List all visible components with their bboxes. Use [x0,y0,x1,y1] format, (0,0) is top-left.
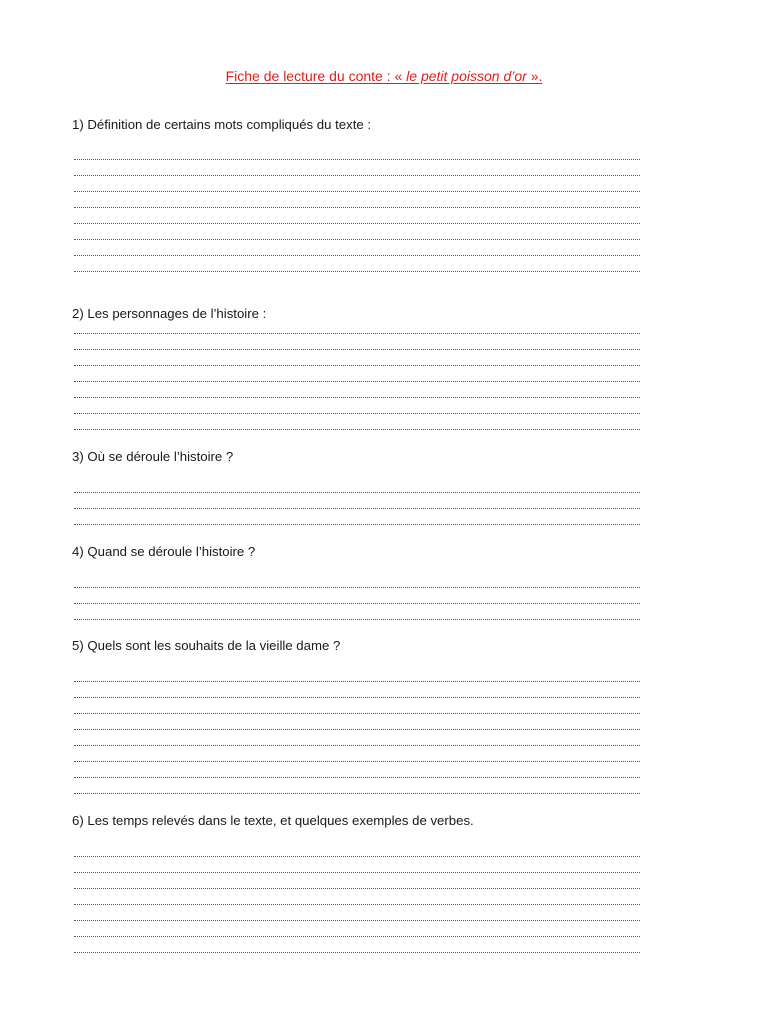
answer-line[interactable] [74,904,640,905]
answer-line[interactable] [74,793,640,794]
answer-line[interactable] [74,239,640,240]
answer-line[interactable] [74,729,640,730]
question-3-label: 3) Où se déroule l’histoire ? [72,449,234,464]
answer-line[interactable] [74,587,640,588]
answer-line[interactable] [74,872,640,873]
question-1-label: 1) Définition de certains mots compliqués du texte : [72,117,372,132]
answer-line[interactable] [74,207,640,208]
answer-line[interactable] [74,191,640,192]
answer-line[interactable] [74,745,640,746]
title-prefix: Fiche de lecture du conte : « [225,68,407,84]
answer-line[interactable] [74,681,640,682]
answer-line[interactable] [74,381,640,382]
answer-line[interactable] [74,952,640,953]
answer-line[interactable] [74,175,640,176]
answer-line[interactable] [74,271,640,272]
question-5-label: 5) Quels sont les souhaits de la vieille dame ? [72,638,341,653]
answer-line[interactable] [74,936,640,937]
answer-line[interactable] [74,761,640,762]
page-title [0,68,768,84]
answer-line[interactable] [74,920,640,921]
answer-line[interactable] [74,619,640,620]
title-story-name: le petit poisson d’or [406,68,527,84]
answer-line[interactable] [74,333,640,334]
answer-line[interactable] [74,856,640,857]
question-2-label: 2) Les personnages de l’histoire : [72,306,267,321]
answer-line[interactable] [74,397,640,398]
answer-line[interactable] [74,508,640,509]
answer-line[interactable] [74,159,640,160]
answer-line[interactable] [74,697,640,698]
answer-line[interactable] [74,413,640,414]
answer-line[interactable] [74,524,640,525]
question-6-label: 6) Les temps relevés dans le texte, et quelques exemples de verbes. [72,813,474,828]
answer-line[interactable] [74,349,640,350]
answer-line[interactable] [74,223,640,224]
answer-line[interactable] [74,888,640,889]
answer-line[interactable] [74,492,640,493]
answer-line[interactable] [74,713,640,714]
answer-line[interactable] [74,777,640,778]
answer-line[interactable] [74,603,640,604]
answer-line[interactable] [74,365,640,366]
answer-line[interactable] [74,429,640,430]
title-suffix: ». [526,68,543,84]
question-4-label: 4) Quand se déroule l’histoire ? [72,544,256,559]
answer-line[interactable] [74,255,640,256]
